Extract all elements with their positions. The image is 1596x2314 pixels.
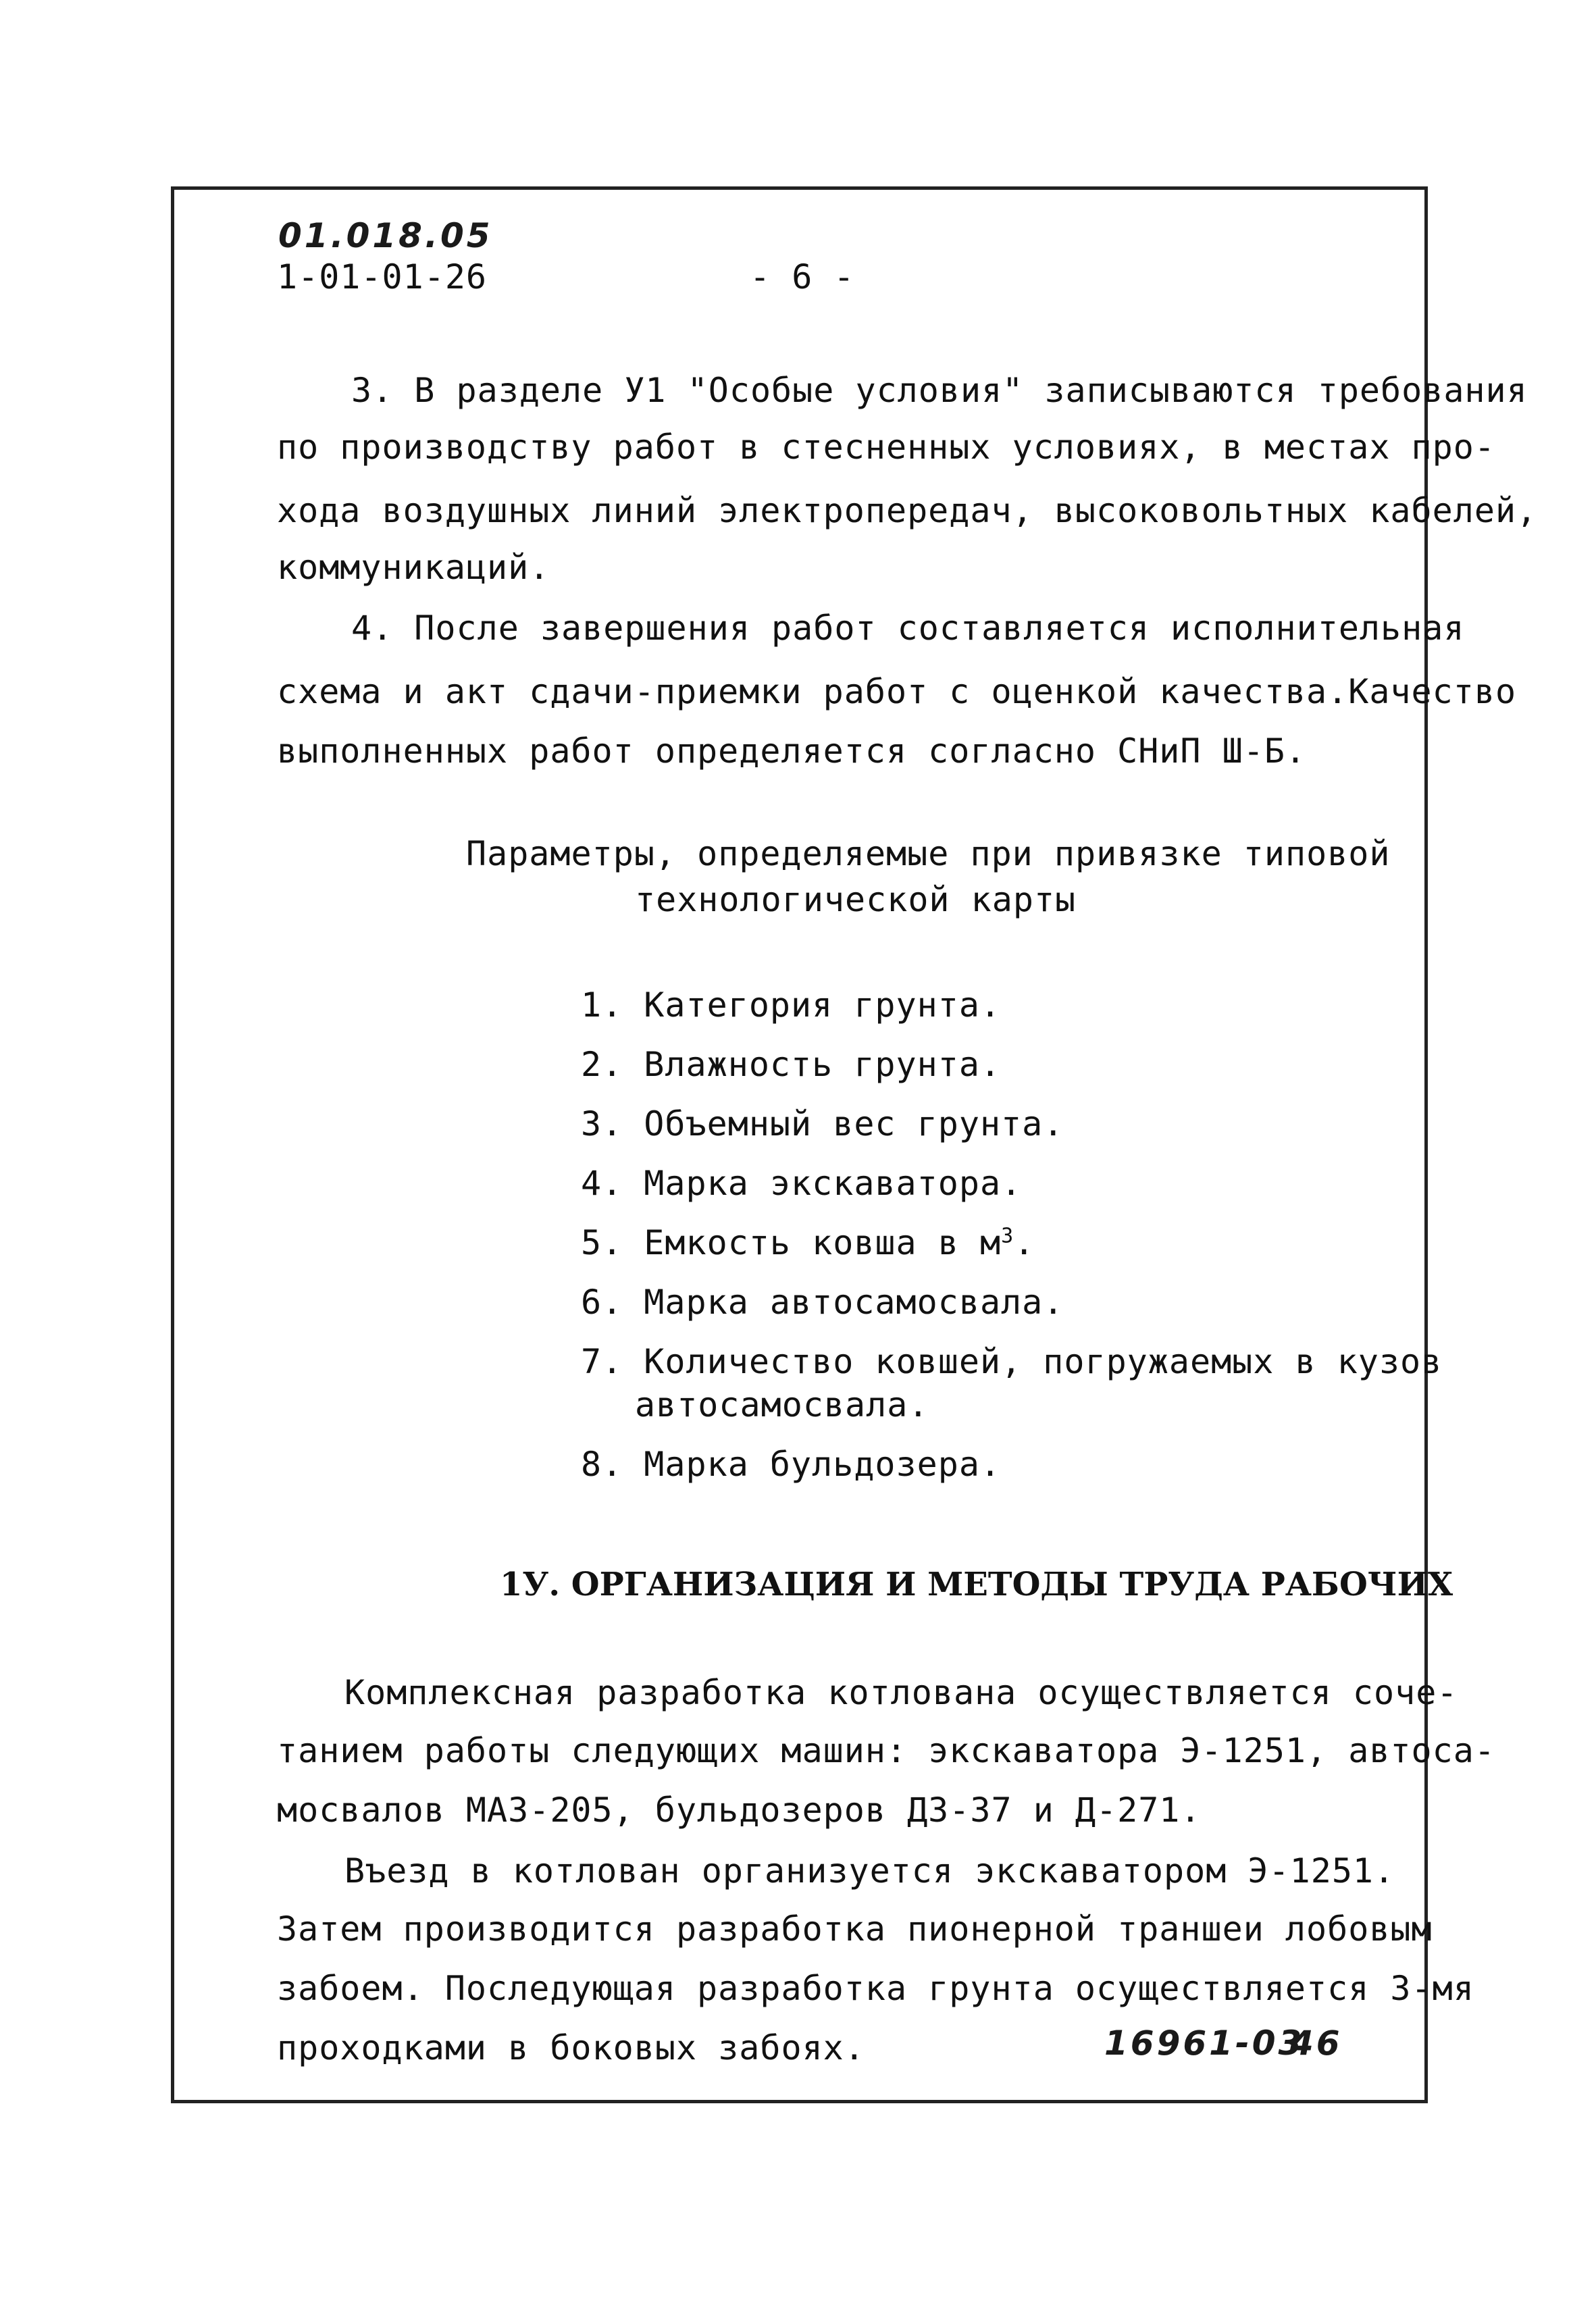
section-line-4: Въезд в котлован организуется экскаватором Э-1251.	[344, 1851, 1395, 1891]
section-line-6: забоем. Последующая разработка грунта осуществляется 3-мя	[277, 1969, 1474, 2008]
handwritten-ref: 16961-03	[1104, 2024, 1305, 2063]
parameter-item-3: 3. Объемный вес грунта.	[581, 1104, 1064, 1143]
parameter-item-8: 8. Марка бульдозера.	[581, 1445, 1002, 1484]
parameter-item-5-end: .	[1014, 1223, 1035, 1262]
section-line-3: мосвалов МАЗ-205, бульдозеров ДЗ-37 и Д-271.	[277, 1791, 1202, 1830]
parameters-title-line-1: Параметры, определяемые при привязке типовой	[466, 834, 1391, 873]
parameter-item-6: 6. Марка автосамосвала.	[581, 1283, 1064, 1322]
page-number: - 6 -	[750, 257, 855, 297]
parameter-item-4: 4. Марка экскаватора.	[581, 1164, 1023, 1203]
p4-line-3: выполненных работ определяется согласно СНиП Ш-Б.	[277, 731, 1307, 771]
doc-number: 1-01-01-26	[277, 257, 488, 297]
parameter-item-5-sup: 3	[1001, 1224, 1014, 1248]
parameter-item-7: 7. Количество ковшей, погружаемых в кузов	[581, 1342, 1443, 1381]
parameter-item-5	[581, 1223, 1035, 1263]
p3-line-4: коммуникаций.	[277, 548, 550, 587]
p4-line-2: схема и акт сдачи-приемки работ с оценкой качества.Качество	[277, 672, 1517, 711]
section-line-7: проходками в боковых забоях.	[277, 2028, 865, 2067]
p3-line-3: хода воздушных линий электропередач, высоковольтных кабелей,	[277, 491, 1538, 530]
section-line-2: танием работы следующих машин: экскаватора Э-1251, автоса-	[277, 1731, 1495, 1770]
section-line-5: Затем производится разработка пионерной траншеи лобовым	[277, 1909, 1433, 1949]
parameter-item-7-cont: автосамосвала.	[635, 1385, 929, 1424]
parameter-item-5-text: 5. Емкость ковша в м	[581, 1223, 1002, 1262]
section-line-1: Комплексная разработка котлована осуществляется соче-	[344, 1673, 1458, 1712]
p3-line-2: по производству работ в стесненных условиях, в местах про-	[277, 428, 1495, 467]
section-heading: 1У. ОРГАНИЗАЦИЯ И МЕТОДЫ ТРУДА РАБОЧИХ	[500, 1566, 1453, 1603]
parameter-item-2: 2. Влажность грунта.	[581, 1045, 1002, 1084]
p4-line-1: 4. После завершения работ составляется исполнительная	[351, 609, 1465, 648]
handwritten-code: 01.018.05	[278, 216, 493, 255]
parameter-item-1: 1. Категория грунта.	[581, 985, 1002, 1025]
parameters-title-line-2: технологической карты	[635, 880, 1077, 919]
p3-line-1: 3. В разделе У1 "Особые условия" записываются требования	[351, 371, 1528, 410]
handwritten-page: 46	[1290, 2024, 1343, 2063]
